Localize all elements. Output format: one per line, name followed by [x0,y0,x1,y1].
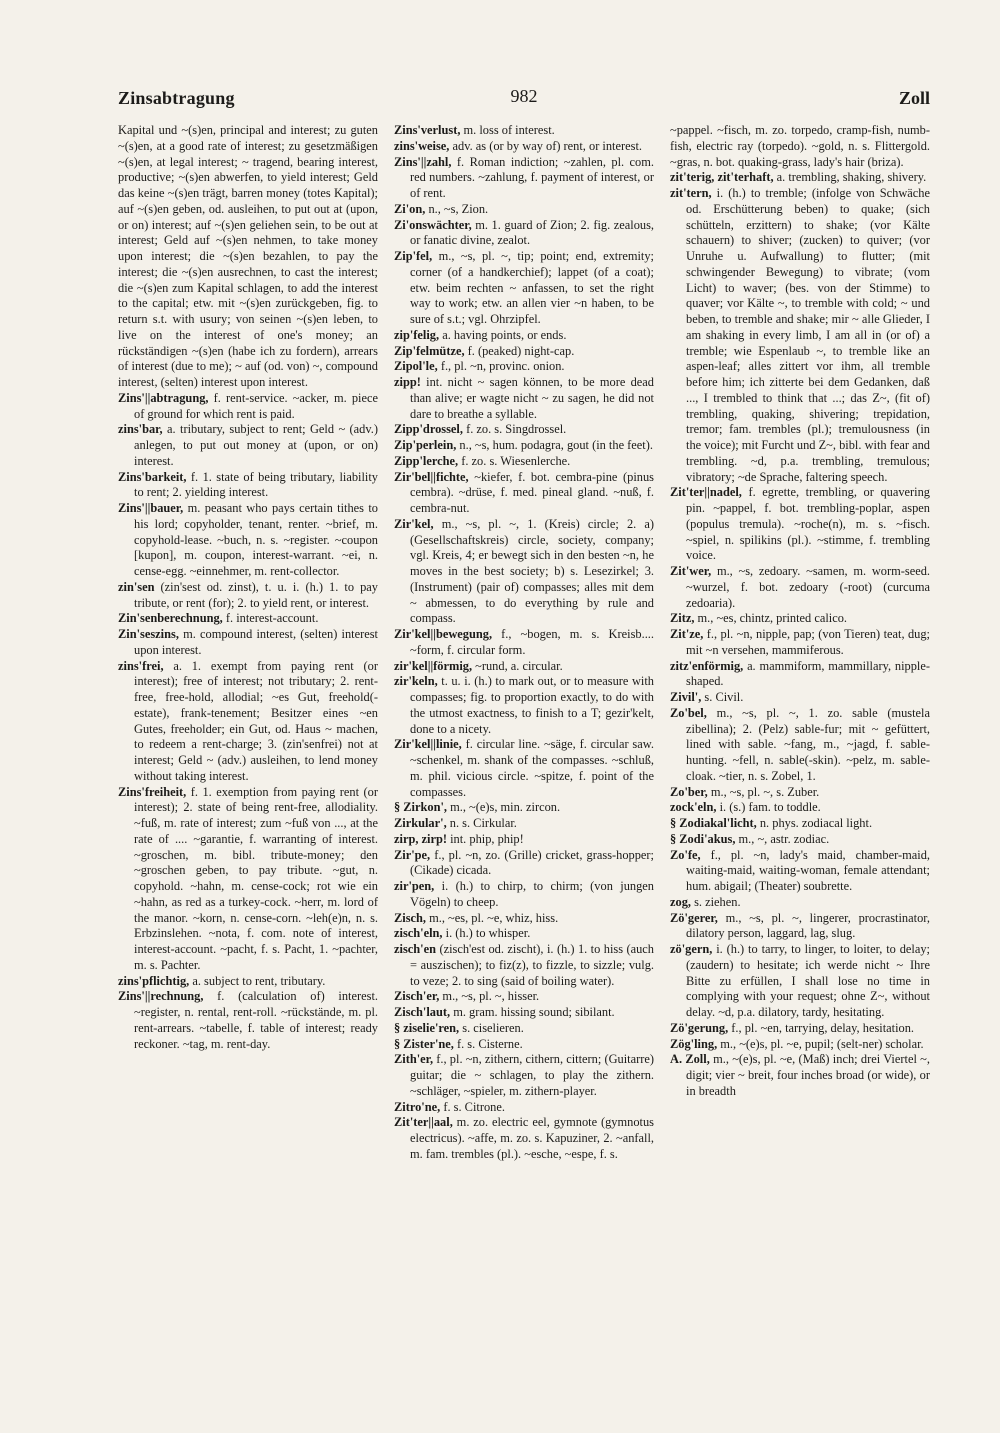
entry-definition: i. (h.) to chirp, to chirm; (von jungen Vögeln) to cheep. [410,879,654,909]
entry-headword: Zipol'le, [394,359,438,374]
dictionary-column-3 [670,123,930,1100]
dictionary-entry [670,785,930,801]
entry-headword: Zö'gerung, [670,1020,729,1035]
entry-definition: m., ~s, pl. ~, 1. zo. sable (mustela zibellina); 2. (Pelz) sable-fur; mit ~ gefüttert, lined with sable. ~fang, m., ~jagd, f. sable-hunting. ~fell, n. sable(-skin). ~pelz, m. sable-cloak. ~tier, n. s. Zobel, 1. [686,705,930,783]
entry-headword: Zir'kel||bewegung, [394,627,493,641]
dictionary-entry [118,422,378,469]
dictionary-entry [670,627,930,659]
entry-continuation [118,123,378,391]
entry-headword: Zit'wer, [670,564,712,578]
dictionary-entry [394,517,654,627]
entry-definition: adv. as (or by way of) rent, or interest. [449,138,642,153]
entry-headword: Zo'fe, [670,847,701,862]
dictionary-entry [394,1021,654,1037]
dictionary-entry [394,848,654,880]
entry-headword: zit'tern, [670,186,712,200]
dictionary-entry [394,1037,654,1053]
entry-headword: § Zodi'akus, [670,831,736,846]
entry-definition: m. gram. hissing sound; sibilant. [450,1005,615,1019]
entry-definition: n. s. Cirkular. [446,816,517,830]
entry-headword: Zitz, [670,611,695,626]
dictionary-entry [670,1037,930,1053]
entry-headword: Zin'senberechnung, [118,611,223,626]
entry-headword: Zins'||zahl, [394,154,452,169]
entry-headword: Zir'bel||fichte, [394,469,469,484]
entry-definition: a. subject to rent, tributary. [189,973,326,988]
entry-definition: f. interest-account. [222,611,319,626]
entry-definition: a. trembling, shaking, shivery. [773,170,927,185]
entry-headword: Zins'barkeit, [118,469,187,484]
dictionary-entry [118,580,378,612]
entry-headword: zipp! [394,375,421,389]
entry-continuation [670,123,930,170]
dictionary-entry [670,895,930,911]
dictionary-entry [670,1021,930,1037]
dictionary-entry [670,690,930,706]
dictionary-entry [394,438,654,454]
entry-headword: Zins'verlust, [394,123,461,137]
entry-definition: m., ~s, pl. ~, s. Zuber. [707,784,820,799]
entry-headword: zir'kel||förmig, [394,658,473,673]
dictionary-entry [394,737,654,800]
entry-definition: f. (peaked) night-cap. [464,343,575,358]
entry-definition: a. mammiform, mammillary, nipple-shaped. [686,658,930,689]
dictionary-entry [118,611,378,627]
dictionary-entry [394,344,654,360]
entry-headword: Zins'freiheit, [118,784,187,799]
entry-definition: m. 1. guard of Zion; 2. fig. zealous, or fanatic divine, zealot. [410,217,654,248]
entry-definition: f. s. Citrone. [440,1099,505,1114]
entry-headword: Zö'gerer, [670,910,718,925]
dictionary-entry [670,911,930,943]
dictionary-entry [118,470,378,502]
entry-headword: Zir'kel||linie, [394,737,462,752]
dictionary-entry [394,942,654,989]
entry-definition: f. egrette, trembling, or quavering pin. ~pappel, f. bot. trembling-poplar, aspen (populus tremula). ~roche(n), m. s. ~fisch. ~spiel, n. spilikins (pl.). ~stimme, f. trembling voice. [686,485,930,563]
entry-definition: n. phys. zodiacal light. [756,816,873,830]
entry-headword: Zisch'er, [394,989,440,1004]
entry-headword: zins'pflichtig, [118,973,190,988]
entry-definition: m., ~s, pl. ~, lingerer, procrastinator, dilatory person, laggard, lag, slug. [686,910,930,941]
dictionary-entry [394,816,654,832]
dictionary-entry [394,911,654,927]
dictionary-entry [670,659,930,691]
entry-headword: § Zirkon', [394,800,448,815]
entry-headword: zins'frei, [118,658,164,673]
entry-headword: zins'bar, [118,422,163,437]
entry-headword: Zo'bel, [670,705,707,720]
entry-headword: zisch'eln, [394,926,443,941]
entry-headword: Zirkular', [394,816,447,830]
dictionary-entry [118,391,378,423]
entry-definition: a. 1. exempt from paying rent (or interest); free of interest; not tributary; 2. rent-free, free-hold, allodial; ~es Gut, freehold(-estate), frank-tenement; Besitzer eines ~en Gutes, freeholder; ein Gut, od. Haus ~ machen, to redeem a rent-charge; 3. (zin'senfrei) not at interest; Geld ~ (adv.) ausleihen, to lend money without taking interest. [134,658,378,783]
entry-definition: ~kiefer, f. bot. cembra-pine (pinus cembra). ~drüse, f. med. pineal gland. ~nuß, f. cembra-nut. [410,469,654,515]
entry-headword: Zin'seszins, [118,627,179,641]
dictionary-entry [670,706,930,785]
dictionary-entry [670,564,930,611]
dictionary-entry [394,359,654,375]
right-running-headword: Zoll [898,88,930,108]
entry-headword: Zit'ter||nadel, [670,485,742,500]
dictionary-entry [670,942,930,1021]
dictionary-entry [670,832,930,848]
entry-definition: n., ~s, Zion. [425,201,489,216]
entry-headword: Zitro'ne, [394,1099,441,1114]
entry-headword: Zi'onswächter, [394,217,472,232]
entry-definition: m. zo. electric eel, gymnote (gymnotus electricus). ~affe, m. zo. s. Kapuziner, 2. ~anfall, m. fam. trembles (pl.). ~esche, ~espe, f. s. [410,1115,654,1161]
entry-headword: zock'eln, [670,800,717,815]
dictionary-entry [670,800,930,816]
entry-definition: f. circular line. ~säge, f. circular saw. ~schenkel, m. shank of the compasses. ~schluß, m. phil. vicious circle. ~spitze, f. point of the compasses. [410,737,654,799]
entry-definition: i. (s.) fam. to toddle. [716,800,821,815]
entry-headword: zir'keln, [394,674,438,689]
entry-headword: Zit'ze, [670,627,704,641]
entry-definition: Kapital und ~(s)en, principal and interest; zu guten ~(s)en, at a good rate of interest; zu gesetzmäßigen ~(s)en, at legal interest; ~ tragend, bearing interest, productive; ~(s)en abwerfen, to yield interest; Geld das keine ~(s)en trägt, barren money (totes Kapital); auf ~(s)en geben, od. ausleihen, to put out at (upon, or on) interest; auf ~(s)en geliehen sein, to be out at interest; Geld auf ~(s)en nehmen, to take money upon interest; die ~(s)en bezahlen, to pay the interest; die ~(s)en ausrechnen, to cast the interest; die ~(s)en zum Kapital schlagen, to add the interest to the capital; etw. mit ~(s)en zurückgeben, fig. to return s.t. with usury; von seinen ~(s)en leben, to live on the interest of one's money; an rückständigen ~(s)en (habe ich zu fordern), arrears of interest (due to me); ~ auf (od. von) ~, compound interest, (selten) interest upon interest. [118,123,378,389]
entry-definition: ~rund, a. circular. [472,658,563,673]
entry-definition: f. rent-service. ~acker, m. piece of ground for which rent is paid. [134,390,378,421]
entry-definition: i. (h.) to tremble; (infolge von Schwäche od. Erschütterung beben) to quake; (sich schütteln, erzittern) to shake; (vor Kälte schauern) to shiver; (zucken) to quiver; (vor Unruhe u. Aufwallung) to flutter; (mit schwingender Bewegung) to vibrate; (vom Licht) to waver; (bes. von der Stimme) to quaver; vor Kälte ~, to tremble with cold; ~ und beben, to tremble and shake; mir ~ alle Glieder, I am shaking in every limb, I am all in (or of) a tremble; wie Espenlaub ~, to tremble like an aspen-leaf; alles zittert vor ihm, all tremble before him; ich zitterte bei dem Gedanken, daß ..., I trembled to think that ...; das Z~, (fit of) trembling, quaking, shivering; trepidation, tremor; fam. trembles (pl.); tremulousness (in the voice); mit Furcht und Z~, bibl. with fear and trembling. ~d, p.a. trembling, tremulous; vibratory; ~de Sprache, faltering speech. [686,186,930,484]
entry-definition: m., ~s, zedoary. ~samen, m. worm-seed. ~wurzel, f. bot. zedoary (-root) (curcuma zedoaria). [686,564,930,610]
dictionary-column-1 [118,123,378,1052]
entry-definition: t. u. i. (h.) to mark out, or to measure with compasses; fig. to proportion exactly, to do with the utmost exactness, to finish to a T; gezir'kelt, done to a nicety. [410,674,654,736]
dictionary-entry [394,454,654,470]
entry-definition: f. 1. state of being tributary, liability to rent; 2. yielding interest. [134,469,378,500]
entry-definition: f. 1. exemption from paying rent (or interest); 2. state of being rent-free, allodiality. ~fuß, m. rate of interest; zum ~fuß von ..., at the rate of .... ~garantie, f. warranting of interest. ~groschen, m. bibl. tribute-money; den ~groschen geben, to pay tribute. ~gut, n. copyhold. ~hahn, m. cense-cock; rot wie ein ~hahn, as red as a turkey-cock. ~herr, m. lord of the manor. ~korn, n. cense-corn. ~leh(e)n, n. s. Erbzinslehen. ~nota, f. com. note of interest, interest-account. ~pacht, f. s. Pacht, 1. ~pachter, m. s. Pachter. [134,784,378,972]
dictionary-entry [670,485,930,564]
dictionary-entry [394,926,654,942]
entry-definition: int. phip, phip! [447,831,524,846]
dictionary-entry [118,989,378,1052]
entry-headword: zir'pen, [394,879,435,893]
entry-headword: Zir'pe, [394,847,431,862]
entry-definition: ~pappel. ~fisch, m. zo. torpedo, cramp-fish, numb-fish, electric ray (torpedo). ~gold, n. s. Flittergold. ~gras, n. bot. quaking-grass, lady's hair (briza). [670,123,930,169]
entry-definition: f. (calculation of) interest. ~register, n. rental, rent-roll. ~rückstände, m. pl. rent-arrears. ~tabelle, f. table of interest; ready reckoner. ~tag, m. rent-day. [134,989,378,1051]
entry-headword: Zip'fel, [394,249,433,263]
entry-headword: Zins'||bauer, [118,501,184,515]
dictionary-entry [394,674,654,737]
entry-headword: Zi'on, [394,201,426,216]
dictionary-entry [394,659,654,675]
entry-definition: m., ~s, pl. ~, tip; point; end, extremity; corner (of a handkerchief); lappet (of a coat); etw. beim rechten ~ anfassen, to set the right way to work; etw. an allen vier ~n haben, to be sure of s.t.; vgl. Ohrzipfel. [410,249,654,326]
dictionary-entry [394,1100,654,1116]
entry-definition: m. peasant who pays certain tithes to his lord; copyholder, tenant, renter. ~brief, m. copyhold-lease. ~buch, n. s. ~register. ~coupon [kupon], m. coupon, interest-warrant. ~ei, n. cense-egg. ~einnehmer, m. rent-collector. [134,501,378,578]
entry-definition: m., ~(e)s, min. zircon. [447,800,561,815]
entry-definition: a. having points, or ends. [439,327,567,342]
entry-headword: Zipp'lerche, [394,453,459,468]
entry-definition: i. (h.) to whisper. [442,926,531,941]
dictionary-entry [670,186,930,485]
dictionary-entry [394,218,654,250]
dictionary-entry [670,170,930,186]
entry-headword: Zins'||rechnung, [118,989,204,1004]
entry-headword: § Zodiakal'licht, [670,816,757,830]
entry-definition: f. zo. s. Singdrossel. [462,422,567,437]
entry-headword: Zip'perlein, [394,438,457,452]
entry-headword: Zivil', [670,690,702,704]
entry-definition: m., ~s, pl. ~, hisser. [439,989,540,1004]
dictionary-entry [394,155,654,202]
dictionary-entry [394,627,654,659]
dictionary-entry [394,800,654,816]
entry-headword: Zög'ling, [670,1036,718,1051]
entry-definition: s. ciselieren. [459,1020,524,1035]
entry-headword: Zir'kel, [394,516,434,531]
entry-definition: f., pl. ~n, zithern, cithern, cittern; (Guitarre) guitar; die ~ schlagen, to play the zithern. ~schläger, ~spieler, m. zithern-player. [410,1052,654,1098]
entry-definition: s. Civil. [701,690,744,704]
entry-definition: f., pl. ~n, lady's maid, chamber-maid, waiting-maid, waiting-woman, female attendant; hum. abigail; (Theater) soubrette. [686,847,930,893]
dictionary-entry [670,816,930,832]
entry-headword: zisch'en [394,942,436,956]
dictionary-entry [394,202,654,218]
entry-headword: zins'weise, [394,138,450,153]
entry-headword: zö'gern, [670,942,713,956]
entry-definition: a. tributary, subject to rent; Geld ~ (adv.) anlegen, to put out money at (upon, or on) interest. [134,422,378,468]
entry-definition: s. ziehen. [691,894,741,909]
entry-definition: f., pl. ~en, tarrying, delay, hesitation. [728,1020,915,1035]
entry-headword: Zith'er, [394,1052,434,1067]
entry-headword: Zisch'laut, [394,1005,451,1019]
dictionary-entry [394,422,654,438]
dictionary-column-2 [394,123,654,1163]
entry-headword: zin'sen [118,579,155,594]
dictionary-entry [394,1115,654,1162]
page-number: 982 [510,86,538,106]
entry-headword: § ziselie'ren, [394,1020,460,1035]
entry-definition: f., pl. ~n, nipple, pap; (von Tieren) teat, dug; mit ~n versehen, mammiferous. [686,627,930,657]
entry-definition: f., pl. ~n, provinc. onion. [437,359,565,374]
dictionary-entry [394,470,654,517]
entry-definition: m., ~es, pl. ~e, whiz, hiss. [426,910,559,925]
running-header [118,84,930,114]
entry-definition: f. Roman indiction; ~zahlen, pl. com. red numbers. ~zahlung, f. payment of interest, or of rent. [410,154,654,200]
entry-definition: m., ~(e)s, pl. ~e, pupil; (selt-ner) scholar. [717,1036,924,1051]
entry-definition: f. zo. s. Wiesenlerche. [458,453,571,468]
dictionary-entry [118,659,378,785]
entry-headword: § Zister'ne, [394,1036,454,1051]
entry-definition: m., ~s, pl. ~, 1. (Kreis) circle; 2. a) (Gesellschaftskreis) circle, society, company; vgl. Kreis, 4; er bewegt sich in den besten ~n, he moves in the best society; b) s. Lesezirkel; 3. (Instrument) (pair of) compasses; alles mit dem ~ abmessen, to do everything by rule and compass. [410,516,654,626]
left-running-headword: Zinsabtragung [118,88,235,108]
entry-definition: f., pl. ~n, zo. (Grille) cricket, grass-hopper; (Cikade) cicada. [410,847,654,878]
dictionary-entry [394,1052,654,1099]
entry-headword: zit'terig, zit'terhaft, [670,170,774,185]
entry-headword: Zisch, [394,910,427,925]
entry-definition: m., ~es, chintz, printed calico. [694,611,848,626]
entry-definition: f., ~bogen, m. s. Kreisb.... ~form, f. circular form. [410,627,654,657]
entry-definition: m. loss of interest. [460,123,555,137]
entry-headword: Zipp'drossel, [394,422,463,437]
dictionary-entry [670,848,930,895]
dictionary-entry [118,501,378,580]
entry-definition: (zin'sest od. zinst), t. u. i. (h.) 1. to pay tribute, or rent (for); 2. to yield rent, or interest. [134,579,378,610]
entry-headword: Zo'ber, [670,784,708,799]
entry-headword: zip'felig, [394,327,440,342]
dictionary-entry [394,832,654,848]
dictionary-entry [394,139,654,155]
dictionary-entry [394,989,654,1005]
entry-definition: m., ~(e)s, pl. ~e, (Maß) inch; drei Viertel ~, digit; vier ~ breit, four inches broad (or wide), or in breadth [686,1052,930,1098]
dictionary-entry [670,611,930,627]
dictionary-entry [394,375,654,422]
entry-definition: int. nicht ~ sagen können, to be more dead than alive; er wagte nicht ~ zu sagen, he did not dare to breathe a syllable. [410,375,654,421]
entry-headword: zirp, zirp! [394,831,447,846]
dictionary-entry [118,785,378,974]
entry-headword: A. Zoll, [670,1052,710,1067]
entry-definition: n., ~s, hum. podagra, gout (in the feet). [456,438,653,452]
entry-definition: (zisch'est od. zischt), i. (h.) 1. to hiss (auch = auszischen); to fiz(z), to fizzle, to sizzle; vulg. to veze; 2. to sing (said of boiling water). [410,942,654,988]
dictionary-entry [394,1005,654,1021]
dictionary-entry [118,627,378,659]
dictionary-entry [670,1052,930,1099]
entry-headword: zog, [670,894,691,909]
entry-definition: m. compound interest, (selten) interest upon interest. [134,627,378,657]
dictionary-entry [394,879,654,911]
entry-headword: Zip'felmütze, [394,343,465,358]
entry-definition: f. s. Cisterne. [453,1036,523,1051]
dictionary-entry [394,328,654,344]
entry-definition: m., ~, astr. zodiac. [735,831,830,846]
entry-headword: zitz'enförmig, [670,658,744,673]
entry-definition: i. (h.) to tarry, to linger, to loiter, to delay; (zaudern) to hesitate; ich werde nicht ~ Ihre Bitte zu erfüllen, I shall lose no time in complying with your request; ohne Z~, without delay. ~d, p.a. dilatory, tardy, hesitating. [686,942,930,1019]
entry-headword: Zins'||abtragung, [118,390,209,405]
dictionary-entry [394,123,654,139]
dictionary-entry [118,974,378,990]
entry-headword: Zit'ter||aal, [394,1115,453,1130]
dictionary-entry [394,249,654,328]
